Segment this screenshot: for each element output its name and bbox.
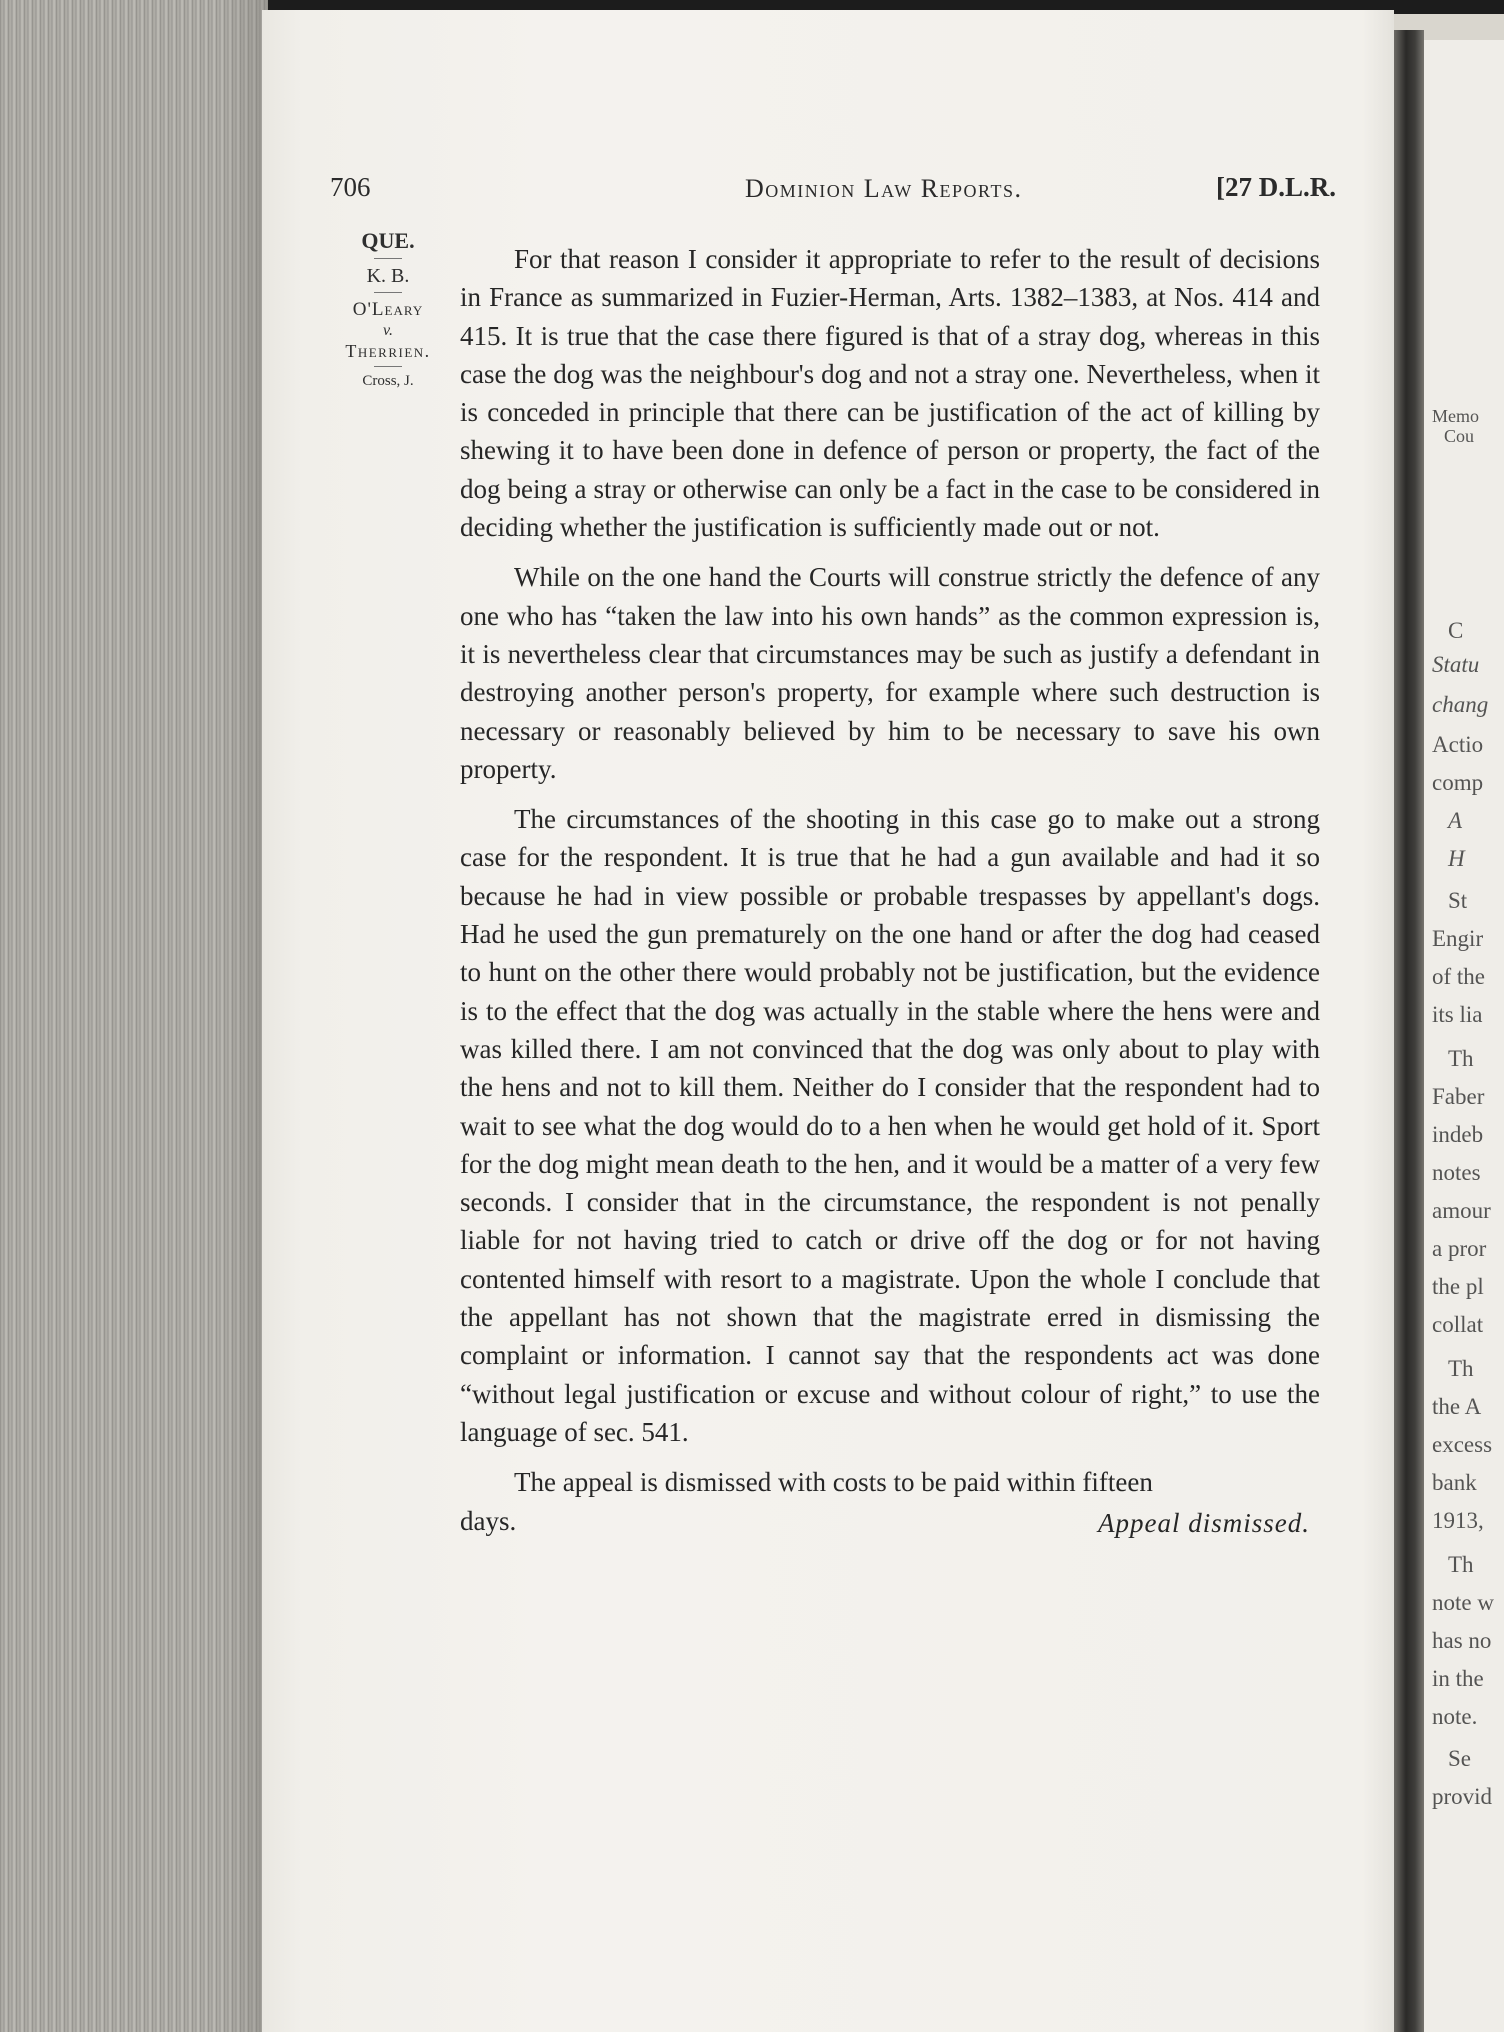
gutter-shadow — [220, 0, 268, 2032]
facing-page-fragment: excess — [1432, 1432, 1493, 1457]
book-spine — [1394, 30, 1424, 2032]
facing-page-fragment: chang — [1432, 692, 1489, 717]
facing-page-fragment: Th — [1448, 1552, 1474, 1577]
paragraph: The appeal is dismissed with costs to be paid within fifteen — [514, 1467, 1153, 1498]
paragraph: For that reason I consider it appropriate to refer to the result of decisions in France as summarized in Fuzier-Herman, Arts. 1382–1383, at Nos. 414 and 415. It is true that the case there figured is that of a stray dog, whereas in this case the dog was the neighbour's dog and not a stray one. Nevertheless, when it is conceded in principle that there can be justification of the act of killing by shewing it to have been done in defence of person or property, the fact of the dog being a stray or otherwise can only be a fact in the case to be considered in deciding whether the justification is sufficiently made out or not. — [460, 244, 1320, 543]
paragraph: While on the one hand the Courts will construe strictly the defence of any one who has “taken the law into his own hands” as the common expression is, it is nevertheless clear that circumstances may be such as justify a defendant in destroying another person's property, for example where such destruction is necessary or reasonably believed by him to be necessary to save his own property. — [460, 562, 1320, 784]
facing-page-fragment: collat — [1432, 1312, 1484, 1337]
facing-page-fragment: provid — [1432, 1784, 1493, 1809]
facing-page-fragment: its lia — [1432, 1002, 1483, 1027]
facing-page-fragment: Faber — [1432, 1084, 1485, 1109]
facing-page-fragment: the A — [1432, 1394, 1482, 1419]
facing-page-fragment: St — [1448, 888, 1468, 913]
facing-page-fragment: indeb — [1432, 1122, 1484, 1147]
facing-page-fragment: amour — [1432, 1198, 1491, 1223]
volume-citation: [27 D.L.R. — [1216, 172, 1336, 202]
divider — [374, 292, 402, 293]
facing-page-fragment: comp — [1432, 770, 1484, 795]
facing-page-fragment: Memo — [1432, 406, 1479, 426]
divider — [374, 258, 402, 259]
running-header — [330, 172, 1350, 212]
facing-page-fragment: A — [1448, 808, 1463, 833]
disposition: Appeal dismissed. — [1098, 1507, 1310, 1538]
facing-page-fragment: the pl — [1432, 1274, 1484, 1299]
facing-page — [1424, 40, 1504, 2032]
paragraph: The circumstances of the shooting in this case go to make out a strong case for the respondent. It is true that he had a gun available and had it so because he had in view possible or probable trespasses by appellant's dogs. Had he used the gun prematurely on the one hand or after the dog had ceased to hunt on the other there would probably not be justification, but the evidence is to the effect that the dog was actually in the stable where the hens were and was killed there. I am not convinced that the dog was only about to play with the hens and not to kill them. Neither do I consider that the respondent had to wait to see what the dog would do to a hen when he would get hold of it. Sport for the dog might mean death to the hen, and it would be a matter of a very few seconds. I consider that in the circumstance, the respondent is not penally liable for not having tried to catch or drive off the dog or for not having contented himself with resort to a magistrate. Upon the whole I conclude that the appellant has not shown that the magistrate erred in dismissing the complaint or information. I cannot say that the respondents act was done “without legal justification or excuse and without colour of right,” to use the language of sec. 541. — [460, 804, 1320, 1447]
closing-word: days. — [460, 1505, 517, 1536]
closing-line — [460, 1502, 1320, 1540]
facing-page-fragment: a pror — [1432, 1236, 1487, 1261]
running-title: Dominion Law Reports. — [745, 174, 1023, 203]
province-label: QUE. — [361, 228, 415, 253]
court-label: K. B. — [366, 265, 410, 287]
judgment-text — [460, 240, 1320, 1540]
facing-page-fragment: note w — [1432, 1590, 1494, 1615]
facing-page-fragment: H — [1448, 846, 1465, 871]
facing-page-fragment: Se — [1448, 1746, 1471, 1771]
facing-page-fragment: in the — [1432, 1666, 1484, 1691]
facing-page-fragment: Statu — [1432, 652, 1480, 677]
facing-page-fragment: Actio — [1432, 732, 1484, 757]
facing-page-fragment: C — [1448, 618, 1464, 643]
facing-page-fragment: 1913, — [1432, 1508, 1484, 1533]
facing-page-fragment: notes — [1432, 1160, 1481, 1185]
respondent-name: Therrien. — [345, 341, 431, 361]
appellant-name: O'Leary — [352, 299, 424, 320]
divider — [374, 366, 402, 367]
facing-page-fragment: bank — [1432, 1470, 1477, 1495]
facing-page-fragment: note. — [1432, 1704, 1478, 1729]
versus-label: v. — [383, 322, 393, 339]
judge-name: Cross, J. — [362, 373, 414, 389]
facing-page-fragment: Th — [1448, 1046, 1474, 1071]
facing-page-fragment: Th — [1448, 1356, 1474, 1381]
case-side-notes — [320, 228, 456, 390]
facing-page-fragment: of the — [1432, 964, 1486, 989]
facing-page-fragment: Cou — [1444, 426, 1475, 446]
facing-page-fragment: has no — [1432, 1628, 1492, 1653]
page-number: 706 — [330, 172, 371, 202]
facing-page-fragment: Engir — [1432, 926, 1484, 951]
